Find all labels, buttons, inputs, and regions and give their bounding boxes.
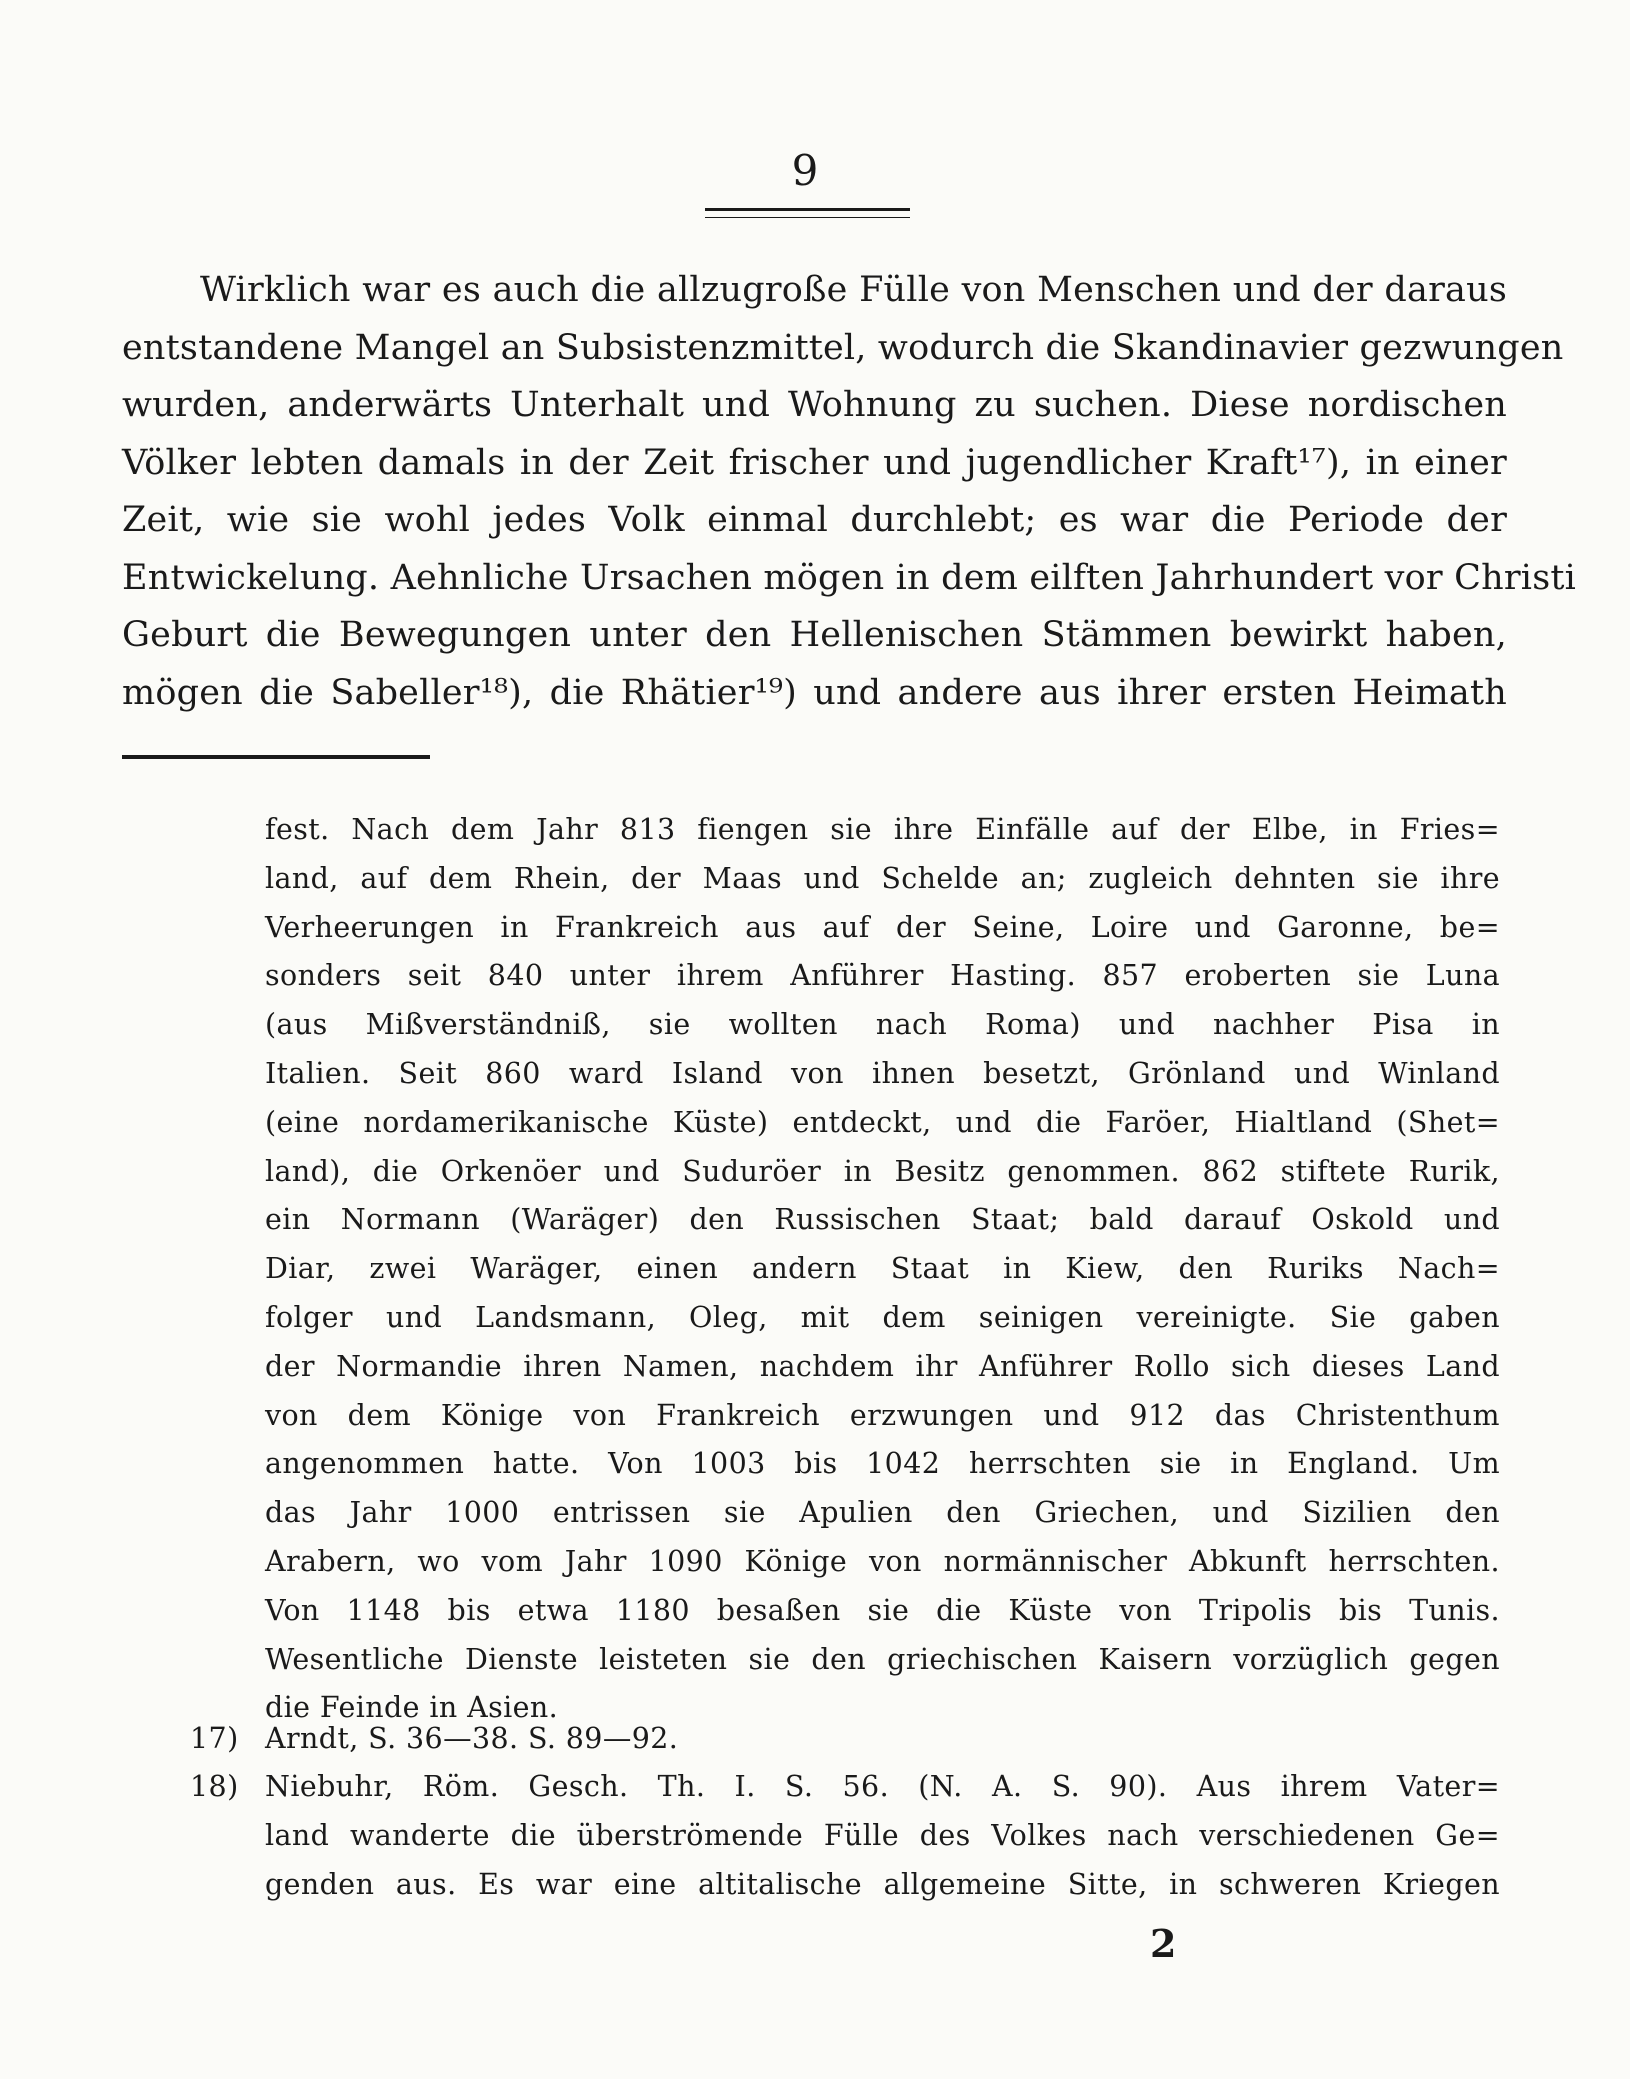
- footnote-line: ein Normann (Waräger) den Russischen Staat; bald darauf Oskold und: [265, 1203, 1500, 1237]
- main-text-line: entstandene Mangel an Subsistenzmittel, wodurch die Skandinavier gezwungen: [122, 327, 1564, 368]
- footnote-line: Niebuhr, Röm. Gesch. Th. I. S. 56. (N. A. S. 90). Aus ihrem Vater=: [265, 1770, 1500, 1803]
- footnote-line: Von 1148 bis etwa 1180 besaßen sie die Küste von Tripolis bis Tunis.: [265, 1593, 1500, 1627]
- footnote-continuation: [265, 806, 1500, 1733]
- footnote-line: Arabern, wo vom Jahr 1090 Könige von normännischer Abkunft herrschten.: [265, 1544, 1500, 1578]
- footnote-line: genden aus. Es war eine altitalische allgemeine Sitte, in schweren Kriegen: [265, 1867, 1500, 1901]
- footnote-line: land, auf dem Rhein, der Maas und Schelde an; zugleich dehnten sie ihre: [265, 861, 1500, 895]
- footnote-line: sonders seit 840 unter ihrem Anführer Hasting. 857 eroberten sie Luna: [265, 959, 1500, 993]
- footnote-line: die Feinde in Asien.: [265, 1691, 559, 1725]
- main-text-line: Völker lebten damals in der Zeit frischer und jugendlicher Kraft¹⁷), in einer: [122, 442, 1507, 483]
- main-text-line: Wirklich war es auch die allzugroße Fülle von Menschen und der daraus: [200, 270, 1507, 310]
- main-text-line: wurden, anderwärts Unterhalt und Wohnung zu suchen. Diese nordischen: [122, 385, 1507, 425]
- main-text-line: mögen die Sabeller¹⁸), die Rhätier¹⁹) und andere aus ihrer ersten Heimath: [122, 672, 1507, 713]
- footnote-line: Verheerungen in Frankreich aus auf der Seine, Loire und Garonne, be=: [265, 910, 1500, 944]
- main-text-paragraph: [122, 262, 1577, 722]
- footnote-line: das Jahr 1000 entrissen sie Apulien den Griechen, und Sizilien den: [265, 1496, 1500, 1530]
- footnote-line: Diar, zwei Waräger, einen andern Staat in Kiew, den Ruriks Nach=: [265, 1252, 1500, 1286]
- footnote-line: der Normandie ihren Namen, nachdem ihr Anführer Rollo sich dieses Land: [265, 1349, 1500, 1383]
- footnote-line: (eine nordamerikanische Küste) entdeckt, und die Faröer, Hialtland (Shet=: [265, 1105, 1500, 1139]
- page-number: 9: [791, 146, 819, 195]
- footnote-17: [190, 1715, 1500, 1764]
- main-text-line: Zeit, wie sie wohl jedes Volk einmal durchlebt; es war die Periode der: [122, 500, 1507, 540]
- footnote-line: Wesentliche Dienste leisteten sie den griechischen Kaisern vorzüglich gegen: [265, 1642, 1500, 1676]
- footnote-line: Italien. Seit 860 ward Island von ihnen besetzt, Grönland und Winland: [265, 1056, 1500, 1090]
- footnote-line: land wanderte die überströmende Fülle des Volkes nach verschiedenen Ge=: [265, 1818, 1500, 1852]
- main-text-line: Entwickelung. Aehnliche Ursachen mögen in dem eilften Jahrhundert vor Christi: [122, 557, 1577, 598]
- footnote-mark: 17): [190, 1722, 239, 1755]
- footnote-line: (aus Mißverständniß, sie wollten nach Roma) und nachher Pisa in: [265, 1008, 1500, 1042]
- footnote-line: angenommen hatte. Von 1003 bis 1042 herrschten sie in England. Um: [265, 1447, 1500, 1481]
- footnote-line: Arndt, S. 36—38. S. 89—92.: [265, 1722, 679, 1755]
- footnote-line: folger und Landsmann, Oleg, mit dem seinigen vereinigte. Sie gaben: [265, 1300, 1500, 1334]
- header-double-rule: [705, 208, 910, 218]
- signature-mark: 2: [1150, 1921, 1177, 1966]
- footnote-separator-rule: [122, 755, 430, 759]
- main-text-line: Geburt die Bewegungen unter den Hellenischen Stämmen bewirkt haben,: [122, 615, 1507, 655]
- footnote-line: land), die Orkenöer und Suduröer in Besitz genommen. 862 stiftete Rurik,: [265, 1154, 1500, 1188]
- footnote-18: [190, 1763, 1500, 1909]
- footnote-mark: 18): [190, 1770, 239, 1803]
- footnote-line: fest. Nach dem Jahr 813 fiengen sie ihre Einfälle auf der Elbe, in Fries=: [265, 813, 1500, 846]
- footnote-line: von dem Könige von Frankreich erzwungen und 912 das Christenthum: [265, 1398, 1500, 1432]
